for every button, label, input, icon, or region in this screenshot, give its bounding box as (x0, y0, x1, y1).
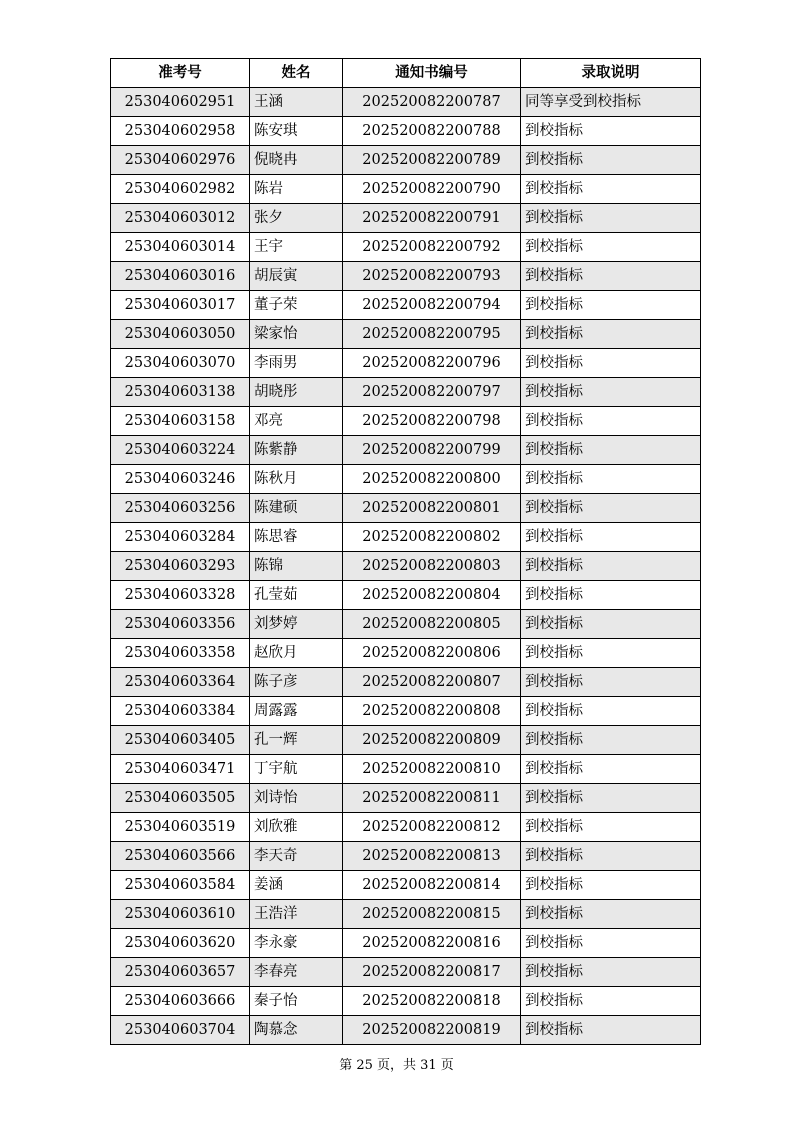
cell-exam-id: 253040603384 (111, 697, 250, 726)
cell-notice-number: 202520082200814 (343, 871, 521, 900)
table-row (111, 320, 701, 349)
table-row (111, 494, 701, 523)
table-row (111, 88, 701, 117)
cell-admission-note: 到校指标 (521, 349, 701, 378)
cell-admission-note: 到校指标 (521, 900, 701, 929)
cell-exam-id: 253040603519 (111, 813, 250, 842)
cell-exam-id: 253040603657 (111, 958, 250, 987)
cell-notice-number: 202520082200812 (343, 813, 521, 842)
table-body (111, 88, 701, 1045)
cell-notice-number: 202520082200811 (343, 784, 521, 813)
cell-admission-note: 到校指标 (521, 610, 701, 639)
cell-admission-note: 到校指标 (521, 987, 701, 1016)
cell-admission-note: 到校指标 (521, 494, 701, 523)
cell-exam-id: 253040603610 (111, 900, 250, 929)
cell-admission-note: 到校指标 (521, 784, 701, 813)
table-row (111, 929, 701, 958)
table-row (111, 175, 701, 204)
admission-table (110, 58, 701, 1045)
table-row (111, 581, 701, 610)
cell-name: 陶慕念 (250, 1016, 343, 1045)
cell-exam-id: 253040603566 (111, 842, 250, 871)
table-row (111, 291, 701, 320)
cell-admission-note: 到校指标 (521, 146, 701, 175)
table-row (111, 146, 701, 175)
cell-notice-number: 202520082200791 (343, 204, 521, 233)
cell-admission-note: 到校指标 (521, 929, 701, 958)
cell-name: 刘梦婷 (250, 610, 343, 639)
cell-name: 丁宇航 (250, 755, 343, 784)
cell-exam-id: 253040603256 (111, 494, 250, 523)
cell-admission-note: 同等享受到校指标 (521, 88, 701, 117)
cell-exam-id: 253040603620 (111, 929, 250, 958)
cell-name: 张夕 (250, 204, 343, 233)
table-row (111, 204, 701, 233)
table-row (111, 349, 701, 378)
cell-notice-number: 202520082200819 (343, 1016, 521, 1045)
table-row (111, 900, 701, 929)
cell-exam-id: 253040603138 (111, 378, 250, 407)
cell-exam-id: 253040603584 (111, 871, 250, 900)
cell-notice-number: 202520082200787 (343, 88, 521, 117)
cell-name: 胡辰寅 (250, 262, 343, 291)
table-row (111, 842, 701, 871)
cell-notice-number: 202520082200790 (343, 175, 521, 204)
cell-name: 陈思睿 (250, 523, 343, 552)
table-row (111, 784, 701, 813)
cell-name: 孔莹茹 (250, 581, 343, 610)
cell-name: 陈子彦 (250, 668, 343, 697)
cell-admission-note: 到校指标 (521, 436, 701, 465)
cell-exam-id: 253040603356 (111, 610, 250, 639)
cell-exam-id: 253040603016 (111, 262, 250, 291)
cell-exam-id: 253040603405 (111, 726, 250, 755)
cell-name: 李雨男 (250, 349, 343, 378)
cell-notice-number: 202520082200817 (343, 958, 521, 987)
cell-admission-note: 到校指标 (521, 262, 701, 291)
cell-notice-number: 202520082200798 (343, 407, 521, 436)
cell-admission-note: 到校指标 (521, 958, 701, 987)
cell-name: 陈岩 (250, 175, 343, 204)
cell-notice-number: 202520082200795 (343, 320, 521, 349)
cell-notice-number: 202520082200789 (343, 146, 521, 175)
cell-notice-number: 202520082200805 (343, 610, 521, 639)
cell-name: 王浩洋 (250, 900, 343, 929)
cell-exam-id: 253040603293 (111, 552, 250, 581)
cell-notice-number: 202520082200807 (343, 668, 521, 697)
table-row (111, 813, 701, 842)
table-row (111, 726, 701, 755)
table-row (111, 697, 701, 726)
table-row (111, 436, 701, 465)
cell-admission-note: 到校指标 (521, 842, 701, 871)
cell-exam-id: 253040602951 (111, 88, 250, 117)
cell-admission-note: 到校指标 (521, 407, 701, 436)
cell-exam-id: 253040603328 (111, 581, 250, 610)
table-row (111, 871, 701, 900)
cell-name: 陈秋月 (250, 465, 343, 494)
cell-name: 董子荣 (250, 291, 343, 320)
table-row (111, 378, 701, 407)
cell-name: 周露露 (250, 697, 343, 726)
cell-admission-note: 到校指标 (521, 552, 701, 581)
header-name: 姓名 (250, 59, 343, 88)
cell-admission-note: 到校指标 (521, 204, 701, 233)
table-row (111, 523, 701, 552)
header-row (111, 59, 701, 88)
cell-admission-note: 到校指标 (521, 233, 701, 262)
table-row (111, 407, 701, 436)
cell-notice-number: 202520082200800 (343, 465, 521, 494)
cell-notice-number: 202520082200816 (343, 929, 521, 958)
cell-notice-number: 202520082200801 (343, 494, 521, 523)
cell-name: 刘诗怡 (250, 784, 343, 813)
cell-name: 赵欣月 (250, 639, 343, 668)
cell-exam-id: 253040603012 (111, 204, 250, 233)
cell-notice-number: 202520082200793 (343, 262, 521, 291)
cell-name: 陈紫静 (250, 436, 343, 465)
cell-admission-note: 到校指标 (521, 175, 701, 204)
cell-exam-id: 253040603014 (111, 233, 250, 262)
cell-name: 王涵 (250, 88, 343, 117)
cell-name: 胡晓彤 (250, 378, 343, 407)
cell-admission-note: 到校指标 (521, 639, 701, 668)
header-admission-note: 录取说明 (521, 59, 701, 88)
header-exam-id: 准考号 (111, 59, 250, 88)
table-row (111, 755, 701, 784)
cell-admission-note: 到校指标 (521, 755, 701, 784)
cell-admission-note: 到校指标 (521, 465, 701, 494)
table-row (111, 262, 701, 291)
cell-notice-number: 202520082200813 (343, 842, 521, 871)
table-row (111, 117, 701, 146)
table-row (111, 958, 701, 987)
cell-admission-note: 到校指标 (521, 871, 701, 900)
cell-notice-number: 202520082200804 (343, 581, 521, 610)
cell-notice-number: 202520082200815 (343, 900, 521, 929)
table-row (111, 610, 701, 639)
cell-notice-number: 202520082200802 (343, 523, 521, 552)
cell-name: 梁家怡 (250, 320, 343, 349)
cell-notice-number: 202520082200810 (343, 755, 521, 784)
cell-exam-id: 253040602976 (111, 146, 250, 175)
cell-admission-note: 到校指标 (521, 378, 701, 407)
table-row (111, 552, 701, 581)
table-row (111, 668, 701, 697)
cell-name: 秦子怡 (250, 987, 343, 1016)
cell-notice-number: 202520082200792 (343, 233, 521, 262)
cell-exam-id: 253040603224 (111, 436, 250, 465)
cell-name: 孔一辉 (250, 726, 343, 755)
page-footer: 第 25 页，共 31 页 (339, 1058, 454, 1073)
cell-name: 倪晓冉 (250, 146, 343, 175)
cell-admission-note: 到校指标 (521, 117, 701, 146)
cell-name: 王宇 (250, 233, 343, 262)
cell-notice-number: 202520082200794 (343, 291, 521, 320)
table-row (111, 987, 701, 1016)
cell-exam-id: 253040603246 (111, 465, 250, 494)
cell-name: 姜涵 (250, 871, 343, 900)
cell-admission-note: 到校指标 (521, 523, 701, 552)
cell-exam-id: 253040603666 (111, 987, 250, 1016)
cell-name: 李永豪 (250, 929, 343, 958)
cell-admission-note: 到校指标 (521, 668, 701, 697)
cell-notice-number: 202520082200809 (343, 726, 521, 755)
cell-admission-note: 到校指标 (521, 320, 701, 349)
cell-name: 李天奇 (250, 842, 343, 871)
cell-notice-number: 202520082200788 (343, 117, 521, 146)
table-row (111, 233, 701, 262)
cell-exam-id: 253040603017 (111, 291, 250, 320)
cell-exam-id: 253040603284 (111, 523, 250, 552)
cell-admission-note: 到校指标 (521, 581, 701, 610)
cell-name: 陈安琪 (250, 117, 343, 146)
cell-admission-note: 到校指标 (521, 697, 701, 726)
cell-exam-id: 253040603358 (111, 639, 250, 668)
cell-name: 邓亮 (250, 407, 343, 436)
cell-notice-number: 202520082200818 (343, 987, 521, 1016)
cell-exam-id: 253040603704 (111, 1016, 250, 1045)
cell-admission-note: 到校指标 (521, 726, 701, 755)
header-notice-number: 通知书编号 (343, 59, 521, 88)
cell-notice-number: 202520082200803 (343, 552, 521, 581)
cell-admission-note: 到校指标 (521, 291, 701, 320)
cell-notice-number: 202520082200799 (343, 436, 521, 465)
cell-exam-id: 253040603050 (111, 320, 250, 349)
cell-name: 陈建硕 (250, 494, 343, 523)
cell-exam-id: 253040603364 (111, 668, 250, 697)
cell-name: 李春亮 (250, 958, 343, 987)
cell-admission-note: 到校指标 (521, 813, 701, 842)
table-row (111, 1016, 701, 1045)
cell-name: 刘欣雅 (250, 813, 343, 842)
cell-exam-id: 253040602958 (111, 117, 250, 146)
cell-exam-id: 253040603505 (111, 784, 250, 813)
cell-exam-id: 253040603471 (111, 755, 250, 784)
cell-notice-number: 202520082200796 (343, 349, 521, 378)
table-row (111, 639, 701, 668)
cell-notice-number: 202520082200808 (343, 697, 521, 726)
cell-notice-number: 202520082200797 (343, 378, 521, 407)
cell-notice-number: 202520082200806 (343, 639, 521, 668)
table-row (111, 465, 701, 494)
cell-name: 陈锦 (250, 552, 343, 581)
cell-admission-note: 到校指标 (521, 1016, 701, 1045)
cell-exam-id: 253040603070 (111, 349, 250, 378)
cell-exam-id: 253040603158 (111, 407, 250, 436)
cell-exam-id: 253040602982 (111, 175, 250, 204)
